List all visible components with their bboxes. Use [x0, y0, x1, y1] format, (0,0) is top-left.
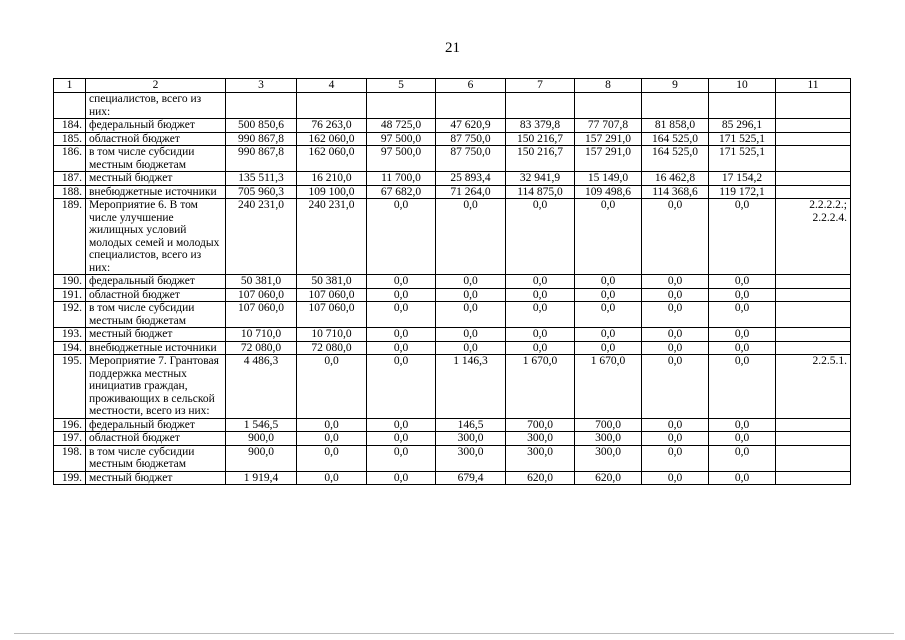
- value-cell: 620,0: [506, 471, 575, 485]
- row-number: 196.: [54, 418, 86, 432]
- value-cell: 300,0: [436, 432, 506, 446]
- value-cell: 500 850,6: [226, 119, 297, 133]
- value-cell: 16 462,8: [642, 172, 709, 186]
- row-name: в том числе субсидии местным бюджетам: [86, 146, 226, 172]
- row-name: внебюджетные источники: [86, 341, 226, 355]
- value-cell: 119 172,1: [709, 185, 776, 199]
- value-cell: 16 210,0: [297, 172, 367, 186]
- value-cell: 0,0: [436, 199, 506, 275]
- table-row: [54, 418, 851, 432]
- value-cell: 1 670,0: [506, 355, 575, 419]
- value-cell: 83 379,8: [506, 119, 575, 133]
- value-cell: 0,0: [642, 328, 709, 342]
- value-cell: 0,0: [506, 288, 575, 302]
- value-cell: 300,0: [506, 445, 575, 471]
- reference-cell: [776, 445, 851, 471]
- value-cell: 0,0: [642, 418, 709, 432]
- value-cell: 85 296,1: [709, 119, 776, 133]
- value-cell: 0,0: [367, 288, 436, 302]
- value-cell: 162 060,0: [297, 146, 367, 172]
- value-cell: 0,0: [709, 445, 776, 471]
- table-row: [54, 288, 851, 302]
- value-cell: [709, 93, 776, 119]
- reference-cell: [776, 328, 851, 342]
- value-cell: 0,0: [436, 288, 506, 302]
- value-cell: [575, 93, 642, 119]
- column-header-9: 9: [642, 79, 709, 93]
- value-cell: 164 525,0: [642, 132, 709, 146]
- value-cell: 700,0: [506, 418, 575, 432]
- value-cell: 164 525,0: [642, 146, 709, 172]
- page-bottom-line: [14, 633, 894, 634]
- value-cell: 135 511,3: [226, 172, 297, 186]
- value-cell: 15 149,0: [575, 172, 642, 186]
- reference-cell: [776, 471, 851, 485]
- value-cell: 0,0: [367, 355, 436, 419]
- value-cell: 1 670,0: [575, 355, 642, 419]
- column-header-5: 5: [367, 79, 436, 93]
- row-name: местный бюджет: [86, 172, 226, 186]
- row-name: федеральный бюджет: [86, 119, 226, 133]
- value-cell: 300,0: [575, 445, 642, 471]
- value-cell: 157 291,0: [575, 132, 642, 146]
- table-row: [54, 355, 851, 419]
- value-cell: [367, 93, 436, 119]
- value-cell: 50 381,0: [226, 275, 297, 289]
- value-cell: 10 710,0: [226, 328, 297, 342]
- value-cell: 900,0: [226, 432, 297, 446]
- value-cell: 0,0: [642, 341, 709, 355]
- value-cell: 990 867,8: [226, 146, 297, 172]
- value-cell: 72 080,0: [226, 341, 297, 355]
- value-cell: 114 368,6: [642, 185, 709, 199]
- value-cell: 157 291,0: [575, 146, 642, 172]
- table-row: [54, 185, 851, 199]
- value-cell: 0,0: [642, 275, 709, 289]
- value-cell: 0,0: [367, 418, 436, 432]
- value-cell: 71 264,0: [436, 185, 506, 199]
- value-cell: 240 231,0: [226, 199, 297, 275]
- table-row: [54, 302, 851, 328]
- value-cell: 620,0: [575, 471, 642, 485]
- value-cell: 0,0: [367, 328, 436, 342]
- value-cell: 0,0: [642, 199, 709, 275]
- value-cell: 0,0: [575, 328, 642, 342]
- value-cell: 0,0: [709, 275, 776, 289]
- value-cell: 300,0: [575, 432, 642, 446]
- row-number: 184.: [54, 119, 86, 133]
- value-cell: 1 146,3: [436, 355, 506, 419]
- budget-table: [53, 78, 851, 485]
- value-cell: 67 682,0: [367, 185, 436, 199]
- value-cell: 679,4: [436, 471, 506, 485]
- value-cell: 0,0: [367, 432, 436, 446]
- reference-cell: [776, 93, 851, 119]
- column-header-2: 2: [86, 79, 226, 93]
- value-cell: 0,0: [575, 341, 642, 355]
- value-cell: 0,0: [642, 445, 709, 471]
- reference-cell: [776, 172, 851, 186]
- value-cell: [226, 93, 297, 119]
- value-cell: 48 725,0: [367, 119, 436, 133]
- value-cell: [642, 93, 709, 119]
- value-cell: 171 525,1: [709, 146, 776, 172]
- reference-cell: [776, 418, 851, 432]
- value-cell: [436, 93, 506, 119]
- value-cell: 107 060,0: [297, 302, 367, 328]
- row-name: внебюджетные источники: [86, 185, 226, 199]
- table-row: [54, 275, 851, 289]
- value-cell: 0,0: [642, 432, 709, 446]
- row-number: 189.: [54, 199, 86, 275]
- row-name: Мероприятие 7. Грантовая поддержка местных инициатив граждан, проживающих в сельской местности, всего из них:: [86, 355, 226, 419]
- reference-cell: [776, 341, 851, 355]
- value-cell: 0,0: [709, 302, 776, 328]
- row-name: местный бюджет: [86, 328, 226, 342]
- value-cell: 0,0: [367, 445, 436, 471]
- reference-cell: [776, 185, 851, 199]
- value-cell: 705 960,3: [226, 185, 297, 199]
- value-cell: 700,0: [575, 418, 642, 432]
- column-header-11: 11: [776, 79, 851, 93]
- reference-cell: [776, 302, 851, 328]
- value-cell: 11 700,0: [367, 172, 436, 186]
- value-cell: 0,0: [367, 275, 436, 289]
- page-number: 21: [445, 40, 460, 56]
- row-name: местный бюджет: [86, 471, 226, 485]
- value-cell: 0,0: [709, 418, 776, 432]
- reference-cell: [776, 146, 851, 172]
- row-number: 185.: [54, 132, 86, 146]
- value-cell: 107 060,0: [226, 302, 297, 328]
- value-cell: 50 381,0: [297, 275, 367, 289]
- column-header-6: 6: [436, 79, 506, 93]
- column-header-8: 8: [575, 79, 642, 93]
- value-cell: 0,0: [709, 341, 776, 355]
- row-name: областной бюджет: [86, 132, 226, 146]
- row-number: 190.: [54, 275, 86, 289]
- table-row: [54, 146, 851, 172]
- value-cell: 0,0: [506, 328, 575, 342]
- row-name: федеральный бюджет: [86, 418, 226, 432]
- value-cell: 0,0: [575, 288, 642, 302]
- value-cell: 32 941,9: [506, 172, 575, 186]
- table-row: [54, 445, 851, 471]
- column-header-1: 1: [54, 79, 86, 93]
- table-row: [54, 328, 851, 342]
- value-cell: 0,0: [436, 341, 506, 355]
- value-cell: 146,5: [436, 418, 506, 432]
- reference-cell: [776, 432, 851, 446]
- value-cell: 109 100,0: [297, 185, 367, 199]
- value-cell: 0,0: [575, 199, 642, 275]
- table-row: [54, 172, 851, 186]
- value-cell: 114 875,0: [506, 185, 575, 199]
- value-cell: 72 080,0: [297, 341, 367, 355]
- value-cell: 1 919,4: [226, 471, 297, 485]
- column-header-4: 4: [297, 79, 367, 93]
- value-cell: 0,0: [367, 471, 436, 485]
- value-cell: 0,0: [367, 302, 436, 328]
- value-cell: 300,0: [436, 445, 506, 471]
- value-cell: 87 750,0: [436, 132, 506, 146]
- table-row: [54, 471, 851, 485]
- row-number: 187.: [54, 172, 86, 186]
- table-row: [54, 93, 851, 119]
- reference-cell: [776, 288, 851, 302]
- value-cell: 25 893,4: [436, 172, 506, 186]
- value-cell: 0,0: [642, 355, 709, 419]
- value-cell: [506, 93, 575, 119]
- value-cell: 0,0: [709, 288, 776, 302]
- value-cell: 300,0: [506, 432, 575, 446]
- value-cell: 0,0: [436, 328, 506, 342]
- row-name: областной бюджет: [86, 432, 226, 446]
- value-cell: 0,0: [506, 302, 575, 328]
- row-name: федеральный бюджет: [86, 275, 226, 289]
- value-cell: 107 060,0: [226, 288, 297, 302]
- value-cell: 0,0: [367, 199, 436, 275]
- row-number: 198.: [54, 445, 86, 471]
- value-cell: 97 500,0: [367, 146, 436, 172]
- value-cell: 0,0: [436, 302, 506, 328]
- value-cell: 109 498,6: [575, 185, 642, 199]
- value-cell: 0,0: [297, 445, 367, 471]
- reference-cell: [776, 132, 851, 146]
- row-name: в том числе субсидии местным бюджетам: [86, 445, 226, 471]
- value-cell: 900,0: [226, 445, 297, 471]
- value-cell: 81 858,0: [642, 119, 709, 133]
- value-cell: 0,0: [506, 275, 575, 289]
- reference-cell: 2.2.5.1.: [776, 355, 851, 419]
- table-row: [54, 341, 851, 355]
- value-cell: 87 750,0: [436, 146, 506, 172]
- row-number: 195.: [54, 355, 86, 419]
- table-row: [54, 132, 851, 146]
- value-cell: [297, 93, 367, 119]
- value-cell: 990 867,8: [226, 132, 297, 146]
- column-header-3: 3: [226, 79, 297, 93]
- value-cell: 10 710,0: [297, 328, 367, 342]
- value-cell: 0,0: [575, 302, 642, 328]
- value-cell: 150 216,7: [506, 132, 575, 146]
- value-cell: 77 707,8: [575, 119, 642, 133]
- value-cell: 0,0: [367, 341, 436, 355]
- value-cell: 17 154,2: [709, 172, 776, 186]
- table-row: [54, 199, 851, 275]
- row-name: специалистов, всего из них:: [86, 93, 226, 119]
- value-cell: 0,0: [709, 471, 776, 485]
- value-cell: 4 486,3: [226, 355, 297, 419]
- value-cell: 97 500,0: [367, 132, 436, 146]
- value-cell: 0,0: [575, 275, 642, 289]
- value-cell: 0,0: [297, 355, 367, 419]
- value-cell: 0,0: [709, 199, 776, 275]
- row-name: Мероприятие 6. В том числе улучшение жилищных условий молодых семей и молодых специалистов, всего из них:: [86, 199, 226, 275]
- value-cell: 150 216,7: [506, 146, 575, 172]
- value-cell: 1 546,5: [226, 418, 297, 432]
- value-cell: 47 620,9: [436, 119, 506, 133]
- value-cell: 0,0: [506, 199, 575, 275]
- value-cell: 76 263,0: [297, 119, 367, 133]
- column-header-10: 10: [709, 79, 776, 93]
- value-cell: 0,0: [297, 418, 367, 432]
- value-cell: 0,0: [642, 288, 709, 302]
- reference-cell: [776, 119, 851, 133]
- row-number: 191.: [54, 288, 86, 302]
- reference-cell: 2.2.2.2.; 2.2.2.4.: [776, 199, 851, 275]
- value-cell: 0,0: [436, 275, 506, 289]
- value-cell: 0,0: [297, 471, 367, 485]
- row-number: 197.: [54, 432, 86, 446]
- row-name: областной бюджет: [86, 288, 226, 302]
- row-number: 199.: [54, 471, 86, 485]
- value-cell: 171 525,1: [709, 132, 776, 146]
- value-cell: 0,0: [709, 355, 776, 419]
- value-cell: 0,0: [709, 432, 776, 446]
- value-cell: 240 231,0: [297, 199, 367, 275]
- row-name: в том числе субсидии местным бюджетам: [86, 302, 226, 328]
- row-number: 194.: [54, 341, 86, 355]
- row-number: 192.: [54, 302, 86, 328]
- value-cell: 0,0: [506, 341, 575, 355]
- value-cell: 0,0: [642, 471, 709, 485]
- row-number: 188.: [54, 185, 86, 199]
- value-cell: 0,0: [297, 432, 367, 446]
- row-number: 186.: [54, 146, 86, 172]
- value-cell: 0,0: [709, 328, 776, 342]
- table-body: [54, 93, 851, 485]
- table-row: [54, 119, 851, 133]
- row-number: [54, 93, 86, 119]
- reference-cell: [776, 275, 851, 289]
- value-cell: 162 060,0: [297, 132, 367, 146]
- header-row: [54, 79, 851, 93]
- value-cell: 107 060,0: [297, 288, 367, 302]
- value-cell: 0,0: [642, 302, 709, 328]
- table-row: [54, 432, 851, 446]
- column-header-7: 7: [506, 79, 575, 93]
- row-number: 193.: [54, 328, 86, 342]
